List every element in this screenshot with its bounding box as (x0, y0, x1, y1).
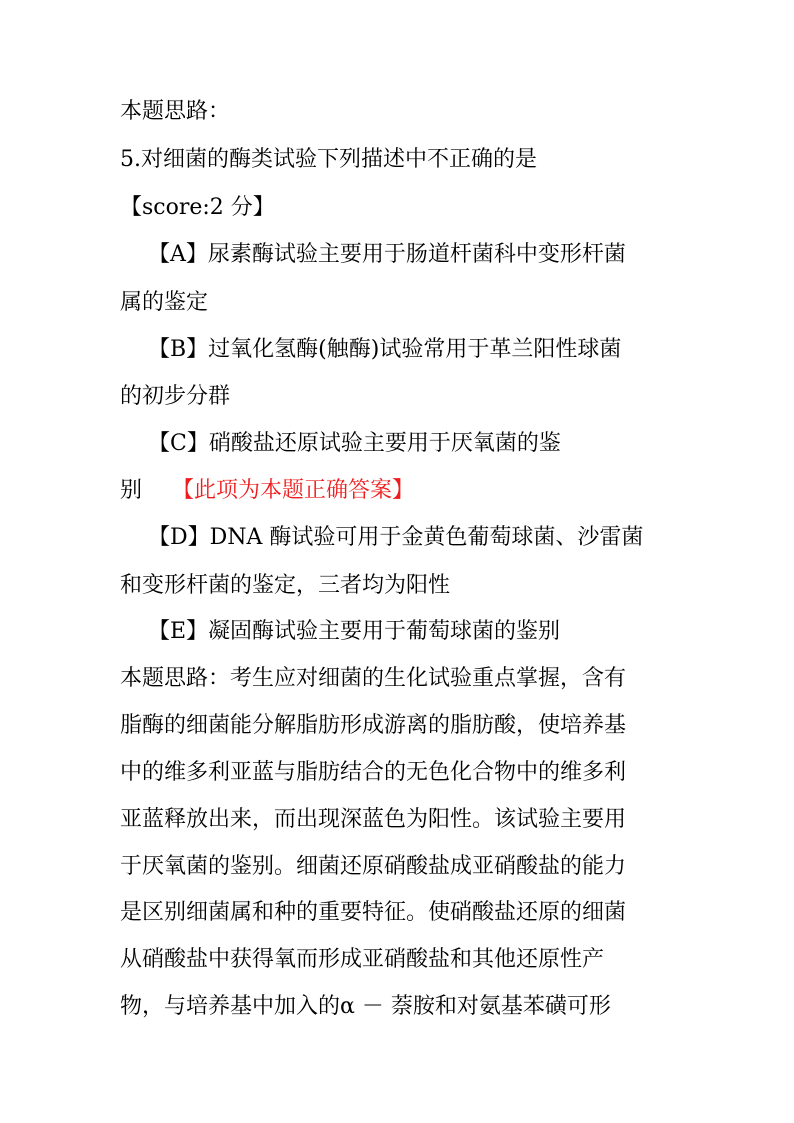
option-d-line-1: 【D】DNA 酶试验可用于金黄色葡萄球菌、沙雷菌 (148, 525, 644, 550)
explanation-line-4: 亚蓝释放出来，而出现深蓝色为阳性。该试验主要用 (120, 807, 627, 832)
explanation-line-5: 于厌氧菌的鉴别。细菌还原硝酸盐成亚硝酸盐的能力 (120, 854, 627, 879)
option-e-line-1: 【E】凝固酶试验主要用于葡萄球菌的鉴别 (148, 619, 561, 644)
explanation-line-3: 中的维多利亚蓝与脂肪结合的无色化合物中的维多利 (120, 760, 627, 785)
explanation-line-8: 物，与培养基中加入的α － 萘胺和对氨基苯磺可形 (120, 994, 611, 1019)
option-a-line-2: 属的鉴定 (120, 290, 209, 315)
prev-thinking-label: 本题思路： (120, 99, 231, 124)
option-c-line-1: 【C】硝酸盐还原试验主要用于厌氧菌的鉴 (148, 431, 561, 456)
correct-answer-mark: 【此项为本题正确答案】 (172, 478, 415, 503)
option-b-line-1: 【B】过氧化氢酶(触酶)试验常用于革兰阳性球菌 (148, 337, 622, 362)
option-c-line-2 (120, 476, 414, 506)
explanation-line-7: 从硝酸盐中获得氧而形成亚硝酸盐和其他还原性产 (120, 947, 605, 972)
option-c-line-2-text: 别 (120, 478, 143, 503)
explanation-line-1: 本题思路：考生应对细菌的生化试验重点掌握，含有 (120, 666, 627, 691)
explanation-line-6: 是区别细菌属和种的重要特征。使硝酸盐还原的细菌 (120, 900, 627, 925)
option-a-line-1: 【A】尿素酶试验主要用于肠道杆菌科中变形杆菌 (148, 242, 626, 267)
question-stem: 5.对细菌的酶类试验下列描述中不正确的是 (120, 147, 537, 172)
explanation-line-2: 脂酶的细菌能分解脂肪形成游离的脂肪酸，使培养基 (120, 713, 627, 738)
question-score: 【score:2 分】 (120, 195, 275, 220)
option-d-line-2: 和变形杆菌的鉴定，三者均为阳性 (120, 573, 451, 598)
option-b-line-2: 的初步分群 (120, 384, 231, 409)
